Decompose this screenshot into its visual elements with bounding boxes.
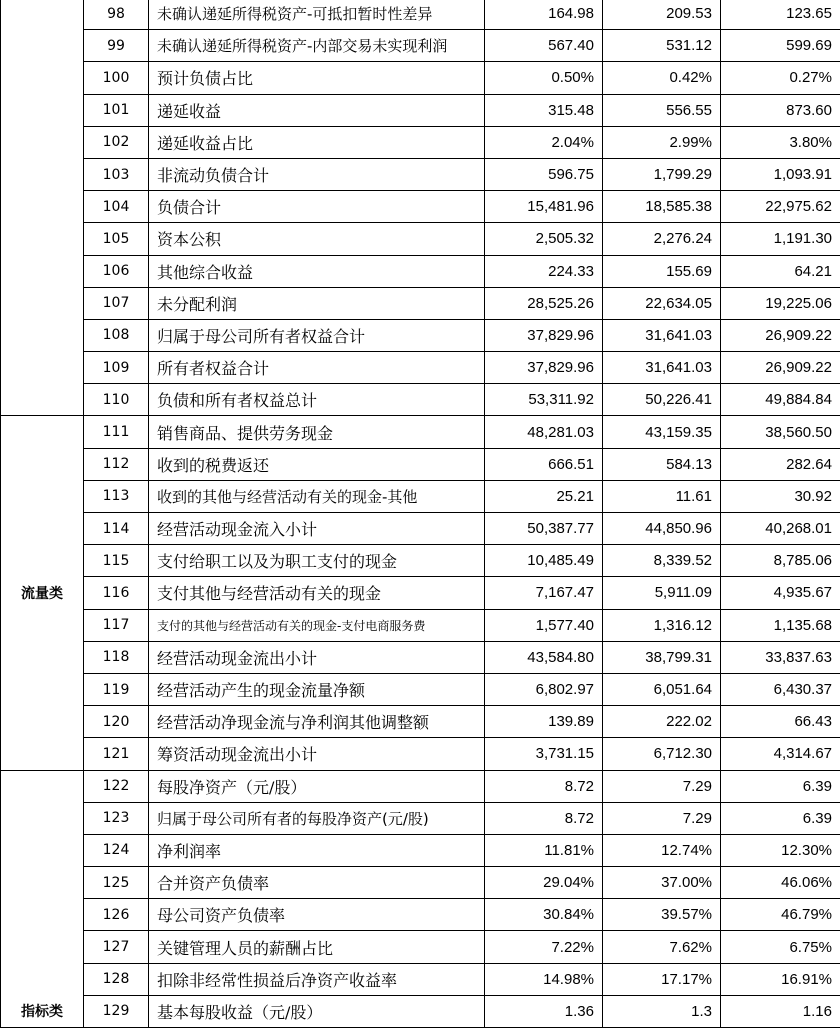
value-cell-col3: 1.16 [721,995,840,1027]
item-name-cell: 支付给职工以及为职工支付的现金 [149,545,485,577]
value-cell-col1: 37,829.96 [485,319,603,351]
table-row [1,191,840,223]
table-row [1,995,840,1027]
row-index-cell: 109 [84,352,149,384]
table-row [1,448,840,480]
value-cell-col2: 5,911.09 [603,577,721,609]
value-cell-col3: 8,785.06 [721,545,840,577]
item-name-cell: 负债合计 [149,191,485,223]
table-row [1,62,840,94]
value-cell-col2: 222.02 [603,706,721,738]
value-cell-col3: 4,314.67 [721,738,840,770]
row-index-cell: 107 [84,287,149,319]
value-cell-col2: 17.17% [603,963,721,995]
table-row [1,673,840,705]
value-cell-col1: 1,577.40 [485,609,603,641]
value-cell-col3: 12.30% [721,834,840,866]
row-index-cell: 108 [84,319,149,351]
value-cell-col2: 44,850.96 [603,513,721,545]
value-cell-col2: 50,226.41 [603,384,721,416]
value-cell-col3: 16.91% [721,963,840,995]
value-cell-col1: 596.75 [485,158,603,190]
value-cell-col2: 31,641.03 [603,352,721,384]
item-name-cell: 关键管理人员的薪酬占比 [149,931,485,963]
value-cell-col1: 14.98% [485,963,603,995]
value-cell-col1: 30.84% [485,899,603,931]
value-cell-col1: 29.04% [485,867,603,899]
item-name-cell: 未分配利润 [149,287,485,319]
value-cell-col2: 43,159.35 [603,416,721,448]
value-cell-col3: 599.69 [721,30,840,62]
value-cell-col2: 12.74% [603,834,721,866]
item-name-cell: 经营活动产生的现金流量净额 [149,673,485,705]
value-cell-col3: 38,560.50 [721,416,840,448]
row-index-cell: 115 [84,545,149,577]
table-row [1,706,840,738]
table-row [1,834,840,866]
value-cell-col2: 584.13 [603,448,721,480]
row-index-cell: 114 [84,513,149,545]
value-cell-col2: 155.69 [603,255,721,287]
value-cell-col1: 7.22% [485,931,603,963]
value-cell-col2: 6,051.64 [603,673,721,705]
value-cell-col1: 43,584.80 [485,641,603,673]
value-cell-col3: 40,268.01 [721,513,840,545]
value-cell-col3: 19,225.06 [721,287,840,319]
table-row [1,94,840,126]
table-row [1,609,840,641]
value-cell-col3: 66.43 [721,706,840,738]
table-row [1,545,840,577]
table-row [1,0,840,30]
item-name-cell: 递延收益 [149,94,485,126]
table-row [1,867,840,899]
row-index-cell: 99 [84,30,149,62]
item-name-cell: 其他综合收益 [149,255,485,287]
table-row [1,30,840,62]
table-row [1,319,840,351]
value-cell-col3: 1,135.68 [721,609,840,641]
row-index-cell: 112 [84,448,149,480]
item-name-cell: 净利润率 [149,834,485,866]
value-cell-col3: 33,837.63 [721,641,840,673]
value-cell-col1: 37,829.96 [485,352,603,384]
row-index-cell: 126 [84,899,149,931]
row-index-cell: 103 [84,158,149,190]
value-cell-col3: 1,093.91 [721,158,840,190]
value-cell-col3: 873.60 [721,94,840,126]
row-index-cell: 116 [84,577,149,609]
value-cell-col2: 1.3 [603,995,721,1027]
item-name-cell: 归属于母公司所有者权益合计 [149,319,485,351]
table-row [1,223,840,255]
table-row [1,770,840,802]
item-name-cell: 筹资活动现金流出小计 [149,738,485,770]
table-row [1,513,840,545]
value-cell-col2: 1,316.12 [603,609,721,641]
row-index-cell: 111 [84,416,149,448]
row-index-cell: 100 [84,62,149,94]
row-index-cell: 118 [84,641,149,673]
row-index-cell: 105 [84,223,149,255]
item-name-cell: 收到的其他与经营活动有关的现金-其他 [149,480,485,512]
category-cell: 指标类 [1,770,84,1028]
value-cell-col3: 64.21 [721,255,840,287]
item-name-cell: 支付其他与经营活动有关的现金 [149,577,485,609]
value-cell-col2: 7.29 [603,802,721,834]
value-cell-col3: 22,975.62 [721,191,840,223]
value-cell-col2: 7.29 [603,770,721,802]
row-index-cell: 110 [84,384,149,416]
row-index-cell: 123 [84,802,149,834]
table-row [1,126,840,158]
value-cell-col2: 2,276.24 [603,223,721,255]
row-index-cell: 129 [84,995,149,1027]
value-cell-col1: 8.72 [485,802,603,834]
table-row [1,255,840,287]
value-cell-col1: 48,281.03 [485,416,603,448]
value-cell-col1: 3,731.15 [485,738,603,770]
table-row [1,899,840,931]
row-index-cell: 106 [84,255,149,287]
value-cell-col2: 1,799.29 [603,158,721,190]
item-name-cell: 未确认递延所得税资产-可抵扣暂时性差异 [149,0,485,30]
value-cell-col1: 666.51 [485,448,603,480]
value-cell-col1: 53,311.92 [485,384,603,416]
table-row [1,352,840,384]
item-name-cell: 非流动负债合计 [149,158,485,190]
category-cell [1,0,84,416]
value-cell-col3: 0.27% [721,62,840,94]
value-cell-col1: 315.48 [485,94,603,126]
item-name-cell: 基本每股收益（元/股） [149,995,485,1027]
row-index-cell: 113 [84,480,149,512]
value-cell-col3: 123.65 [721,0,840,30]
item-name-cell: 递延收益占比 [149,126,485,158]
row-index-cell: 124 [84,834,149,866]
item-name-cell: 收到的税费返还 [149,448,485,480]
table-row [1,577,840,609]
row-index-cell: 122 [84,770,149,802]
row-index-cell: 128 [84,963,149,995]
item-name-cell: 经营活动现金流入小计 [149,513,485,545]
item-name-cell: 归属于母公司所有者的每股净资产(元/股) [149,802,485,834]
item-name-cell: 所有者权益合计 [149,352,485,384]
value-cell-col1: 567.40 [485,30,603,62]
row-index-cell: 101 [84,94,149,126]
item-name-cell: 合并资产负债率 [149,867,485,899]
item-name-cell: 母公司资产负债率 [149,899,485,931]
item-name-cell: 每股净资产（元/股） [149,770,485,802]
value-cell-col3: 4,935.67 [721,577,840,609]
value-cell-col2: 7.62% [603,931,721,963]
item-name-cell: 负债和所有者权益总计 [149,384,485,416]
value-cell-col1: 2.04% [485,126,603,158]
table-row [1,480,840,512]
value-cell-col1: 28,525.26 [485,287,603,319]
table-row [1,641,840,673]
value-cell-col2: 11.61 [603,480,721,512]
value-cell-col1: 2,505.32 [485,223,603,255]
row-index-cell: 102 [84,126,149,158]
row-index-cell: 121 [84,738,149,770]
value-cell-col3: 49,884.84 [721,384,840,416]
category-cell: 流量类 [1,416,84,770]
table-row [1,287,840,319]
item-name-cell: 经营活动净现金流与净利润其他调整额 [149,706,485,738]
row-index-cell: 98 [84,0,149,30]
item-name-cell: 销售商品、提供劳务现金 [149,416,485,448]
value-cell-col1: 8.72 [485,770,603,802]
value-cell-col3: 6,430.37 [721,673,840,705]
value-cell-col2: 556.55 [603,94,721,126]
value-cell-col1: 10,485.49 [485,545,603,577]
item-name-cell: 未确认递延所得税资产-内部交易未实现利润 [149,30,485,62]
row-index-cell: 119 [84,673,149,705]
value-cell-col1: 224.33 [485,255,603,287]
row-index-cell: 117 [84,609,149,641]
item-name-cell: 资本公积 [149,223,485,255]
value-cell-col1: 0.50% [485,62,603,94]
row-index-cell: 125 [84,867,149,899]
value-cell-col1: 7,167.47 [485,577,603,609]
table-row [1,416,840,448]
value-cell-col1: 25.21 [485,480,603,512]
value-cell-col3: 26,909.22 [721,319,840,351]
table-row [1,158,840,190]
value-cell-col1: 11.81% [485,834,603,866]
item-name-cell: 扣除非经常性损益后净资产收益率 [149,963,485,995]
value-cell-col1: 6,802.97 [485,673,603,705]
value-cell-col3: 6.39 [721,802,840,834]
table-row [1,738,840,770]
value-cell-col2: 22,634.05 [603,287,721,319]
value-cell-col3: 1,191.30 [721,223,840,255]
value-cell-col2: 18,585.38 [603,191,721,223]
item-name-cell: 预计负债占比 [149,62,485,94]
value-cell-col2: 39.57% [603,899,721,931]
value-cell-col2: 0.42% [603,62,721,94]
table-row [1,963,840,995]
value-cell-col2: 209.53 [603,0,721,30]
value-cell-col2: 531.12 [603,30,721,62]
row-index-cell: 104 [84,191,149,223]
table-row [1,802,840,834]
value-cell-col2: 37.00% [603,867,721,899]
value-cell-col2: 2.99% [603,126,721,158]
value-cell-col2: 38,799.31 [603,641,721,673]
item-name-cell: 支付的其他与经营活动有关的现金-支付电商服务费 [149,609,485,641]
table-body [1,0,840,1028]
row-index-cell: 120 [84,706,149,738]
value-cell-col2: 8,339.52 [603,545,721,577]
value-cell-col3: 46.79% [721,899,840,931]
value-cell-col1: 139.89 [485,706,603,738]
value-cell-col1: 15,481.96 [485,191,603,223]
item-name-cell: 经营活动现金流出小计 [149,641,485,673]
row-index-cell: 127 [84,931,149,963]
table-row [1,931,840,963]
table-row [1,384,840,416]
value-cell-col2: 6,712.30 [603,738,721,770]
value-cell-col3: 6.39 [721,770,840,802]
value-cell-col3: 46.06% [721,867,840,899]
value-cell-col3: 282.64 [721,448,840,480]
value-cell-col3: 6.75% [721,931,840,963]
value-cell-col3: 3.80% [721,126,840,158]
value-cell-col1: 164.98 [485,0,603,30]
value-cell-col3: 30.92 [721,480,840,512]
value-cell-col2: 31,641.03 [603,319,721,351]
value-cell-col1: 50,387.77 [485,513,603,545]
value-cell-col3: 26,909.22 [721,352,840,384]
value-cell-col1: 1.36 [485,995,603,1027]
